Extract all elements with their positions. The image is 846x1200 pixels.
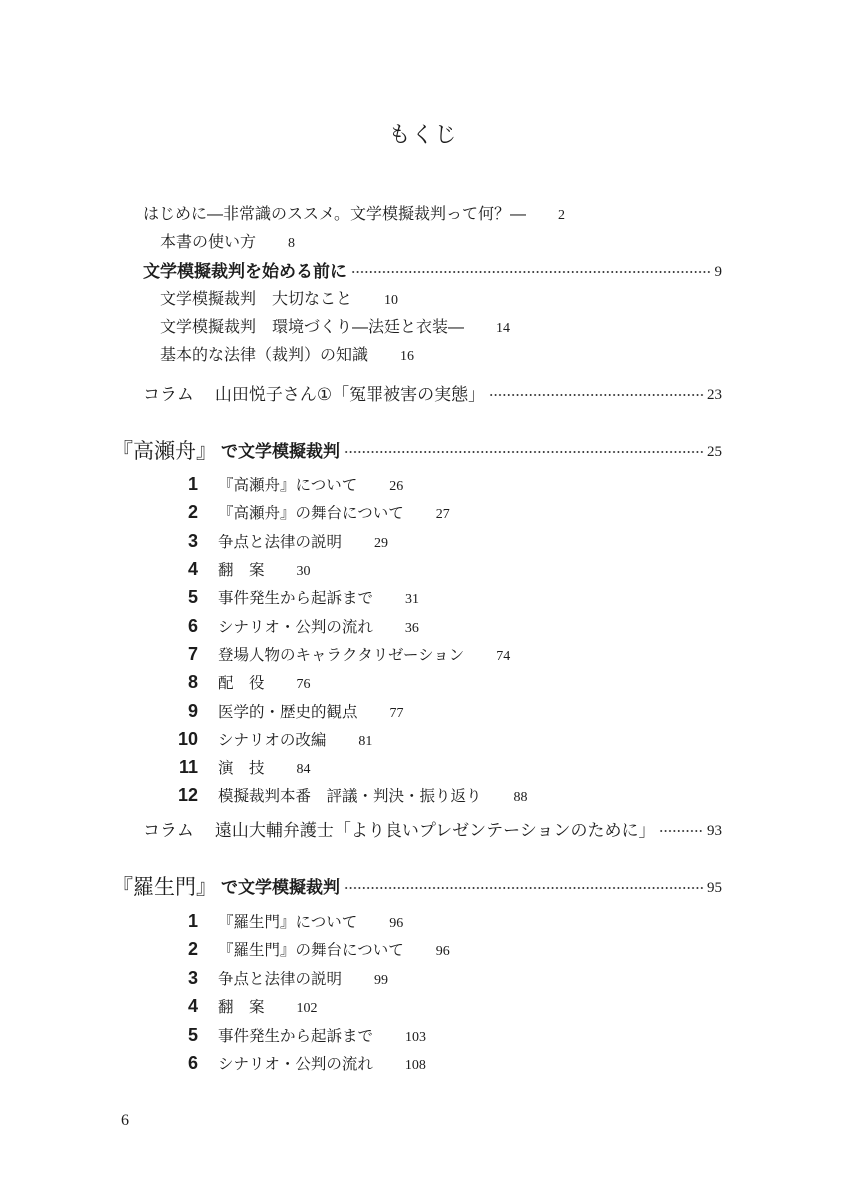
toc-numbered-entry: [160, 992, 318, 1020]
entry-number: 2: [187, 502, 198, 522]
toc-numbered-entry: [160, 668, 311, 696]
section-heading-suffix: で文学模擬裁判: [221, 442, 340, 461]
toc-numbered-entry: [160, 583, 419, 611]
toc-entry-title: 事件発生から起訴まで: [218, 590, 374, 607]
toc-entry-page: 102: [296, 1001, 318, 1016]
toc-numbered-entry: [160, 907, 403, 935]
entry-number: 3: [187, 968, 198, 988]
toc-numbered-entry: [160, 753, 311, 781]
toc-entry-page: 2: [558, 208, 566, 223]
entry-number: 5: [187, 1025, 198, 1045]
entry-number: 6: [187, 1053, 198, 1073]
toc-entry-page: 74: [496, 649, 511, 664]
toc-entry-page: 16: [400, 349, 415, 364]
toc-numbered-entry: [160, 640, 510, 668]
toc-entry: [160, 314, 510, 342]
column-page: 93: [707, 823, 722, 839]
toc-entry-page: 14: [496, 321, 511, 336]
toc-numbered-entry: [160, 781, 528, 809]
toc-entry-title: 『高瀬舟』について: [218, 477, 358, 494]
entry-number: 4: [187, 559, 198, 579]
toc-numbered-entry: [160, 964, 388, 992]
toc-entry-page: 8: [288, 236, 296, 251]
toc-numbered-entry: [160, 1049, 426, 1077]
toc-entry-title: 翻 案: [218, 562, 265, 579]
toc-numbered-entry: [160, 725, 372, 753]
toc-entry-title: 事件発生から起訴まで: [218, 1028, 374, 1045]
column-label: コラム: [143, 821, 194, 840]
toc-entry-title: 文学模擬裁判 環境づくり―法廷と衣装―: [160, 319, 465, 336]
toc-entry: [160, 286, 398, 314]
entry-number: 11: [178, 757, 198, 777]
toc-entry-page: 36: [404, 621, 419, 636]
toc-numbered-entry: [160, 498, 450, 526]
toc-entry-page: 88: [513, 790, 528, 805]
toc-entry-page: 84: [296, 762, 311, 777]
entry-number: 9: [187, 701, 198, 721]
section-heading-page: 95: [707, 880, 722, 896]
toc-entry-page: 96: [389, 916, 404, 931]
toc-entry-page: 29: [374, 536, 389, 551]
page-number: 6: [121, 1112, 129, 1129]
section-work-title: 『高瀬舟』: [112, 440, 217, 463]
toc-numbered-entry: [160, 470, 403, 498]
column-page: 23: [707, 387, 722, 403]
entry-number: 7: [187, 644, 198, 664]
entry-number: 1: [187, 911, 198, 931]
toc-section-heading: [112, 874, 722, 902]
toc-entry: [160, 229, 295, 257]
toc-entry-title: 『羅生門』について: [218, 914, 358, 931]
toc-entry-title: はじめに―非常識のススメ。文学模擬裁判って何？―: [143, 206, 527, 223]
toc-entry: [160, 342, 414, 370]
toc-entry-page: 77: [389, 706, 404, 721]
entry-number: 1: [187, 474, 198, 494]
toc-numbered-entry: [160, 527, 388, 555]
toc-numbered-entry: [160, 935, 450, 963]
toc-numbered-entry: [160, 612, 419, 640]
page-title: もくじ: [388, 122, 458, 147]
column-title: 山田悦子さん①「冤罪被害の実態」: [214, 385, 486, 404]
toc-entry-title: 翻 案: [218, 999, 265, 1016]
toc-entry-title: 文学模擬裁判 大切なこと: [160, 291, 353, 308]
toc-section-heading: [143, 258, 722, 286]
entry-number: 6: [187, 616, 198, 636]
toc-entry-title: 『羅生門』の舞台について: [218, 942, 404, 959]
toc-entry-page: 31: [405, 592, 420, 607]
section-heading-page: 9: [714, 264, 722, 280]
column-label: コラム: [143, 385, 194, 404]
toc-entry-title: 登場人物のキャラクタリゼーション: [218, 647, 465, 664]
dot-leader: [344, 874, 704, 902]
section-heading-page: 25: [707, 444, 722, 460]
toc-entry-page: 30: [296, 564, 311, 579]
toc-entry-page: 103: [405, 1030, 427, 1045]
dot-leader: [659, 817, 704, 845]
toc-numbered-entry: [160, 697, 404, 725]
entry-number: 3: [187, 531, 198, 551]
section-heading-title: 文学模擬裁判を始める前に: [143, 262, 347, 281]
toc-section-heading: [112, 438, 722, 466]
toc-numbered-entry: [160, 555, 311, 583]
toc-entry-page: 76: [296, 677, 311, 692]
dot-leader: [351, 258, 712, 286]
toc-entry-title: 争点と法律の説明: [218, 971, 343, 988]
dot-leader: [344, 438, 704, 466]
toc-entry-page: 27: [435, 507, 450, 522]
entry-number: 5: [187, 587, 198, 607]
toc-entry-page: 10: [384, 293, 399, 308]
toc-entry-page: 81: [358, 734, 373, 749]
toc-entry-title: 基本的な法律（裁判）の知識: [160, 347, 369, 364]
entry-number: 8: [187, 672, 198, 692]
toc-numbered-entry: [160, 1021, 426, 1049]
entry-number: 12: [177, 785, 198, 805]
toc-entry-title: 配 役: [218, 675, 265, 692]
entry-number: 4: [187, 996, 198, 1016]
column-title: 遠山大輔弁護士「より良いプレゼンテーションのために」: [214, 821, 656, 840]
toc-entry-title: 模擬裁判本番 評議・判決・振り返り: [218, 788, 482, 805]
toc-entry-page: 99: [374, 973, 389, 988]
toc-entry-page: 96: [435, 944, 450, 959]
toc-entry-title: シナリオ・公判の流れ: [218, 1056, 373, 1073]
toc-entry-page: 26: [389, 479, 404, 494]
toc-entry-title: 『高瀬舟』の舞台について: [218, 505, 404, 522]
toc-column-entry: [143, 817, 722, 845]
toc-entry-page: 108: [404, 1058, 426, 1073]
dot-leader: [489, 381, 704, 409]
entry-number: 10: [177, 729, 198, 749]
entry-number: 2: [187, 939, 198, 959]
section-heading-suffix: で文学模擬裁判: [221, 878, 340, 897]
toc-entry: [143, 201, 565, 229]
toc-column-entry: [143, 381, 722, 409]
toc-entry-title: 演 技: [218, 760, 265, 777]
toc-entry-title: 医学的・歴史的観点: [218, 704, 358, 721]
toc-entry-title: 本書の使い方: [160, 234, 257, 251]
section-work-title: 『羅生門』: [112, 876, 217, 899]
toc-entry-title: シナリオ・公判の流れ: [218, 619, 373, 636]
toc-entry-title: 争点と法律の説明: [218, 534, 343, 551]
toc-entry-title: シナリオの改編: [218, 732, 327, 749]
